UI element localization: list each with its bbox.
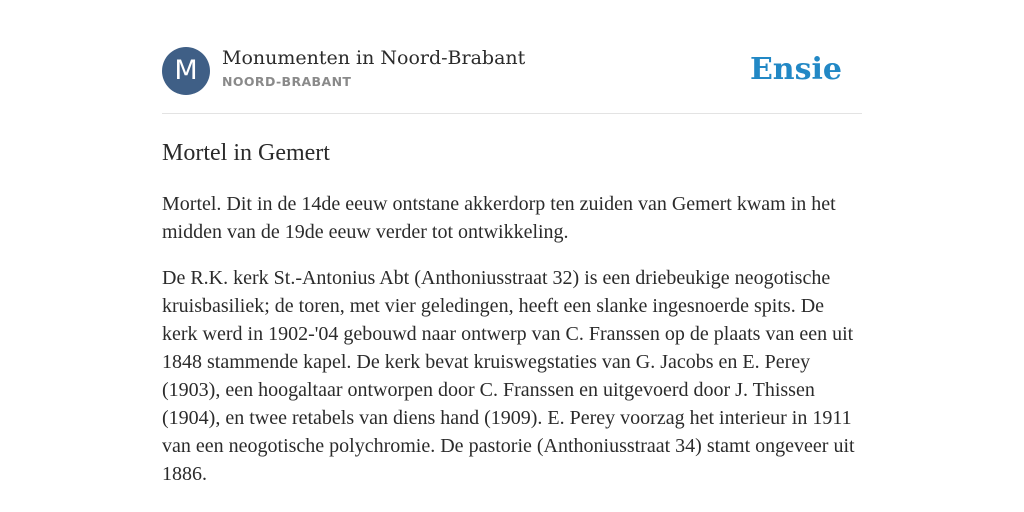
article-paragraph: Mortel. Dit in de 14de eeuw ontstane akkerdorp ten zuiden van Gemert kwam in het midden van de 19de eeuw verder tot ontwikkeling. <box>162 193 836 243</box>
article-title: Mortel in Gemert <box>162 140 330 166</box>
article-body <box>162 190 862 506</box>
source-title[interactable]: Monumenten in Noord-Brabant <box>222 47 526 69</box>
source-header <box>162 46 862 96</box>
ensie-logo[interactable]: Ensie <box>749 52 842 87</box>
source-subtitle: NOORD-BRABANT <box>222 74 352 89</box>
header-divider <box>162 113 862 114</box>
source-avatar[interactable]: M <box>162 47 210 95</box>
article-paragraph: De R.K. kerk St.-Antonius Abt (Anthoniusstraat 32) is een driebeukige neogotische kruisbasiliek; de toren, met vier geledingen, heeft een slanke ingesnoerde spits. De kerk werd in 1902-'04 gebouwd naar ontwerp van C. Franssen op de plaats van een uit 1848 stammende kapel. De kerk bevat kruiswegstaties van G. Jacobs en E. Perey (1903), een hoogaltaar ontworpen door C. Franssen en uitgevoerd door J. Thissen (1904), en twee retabels van diens hand (1909). E. Perey voorzag het interieur in 1911 van een neogotische polychromie. De pastorie (Anthoniusstraat 34) stamt ongeveer uit 1886. <box>162 267 855 485</box>
